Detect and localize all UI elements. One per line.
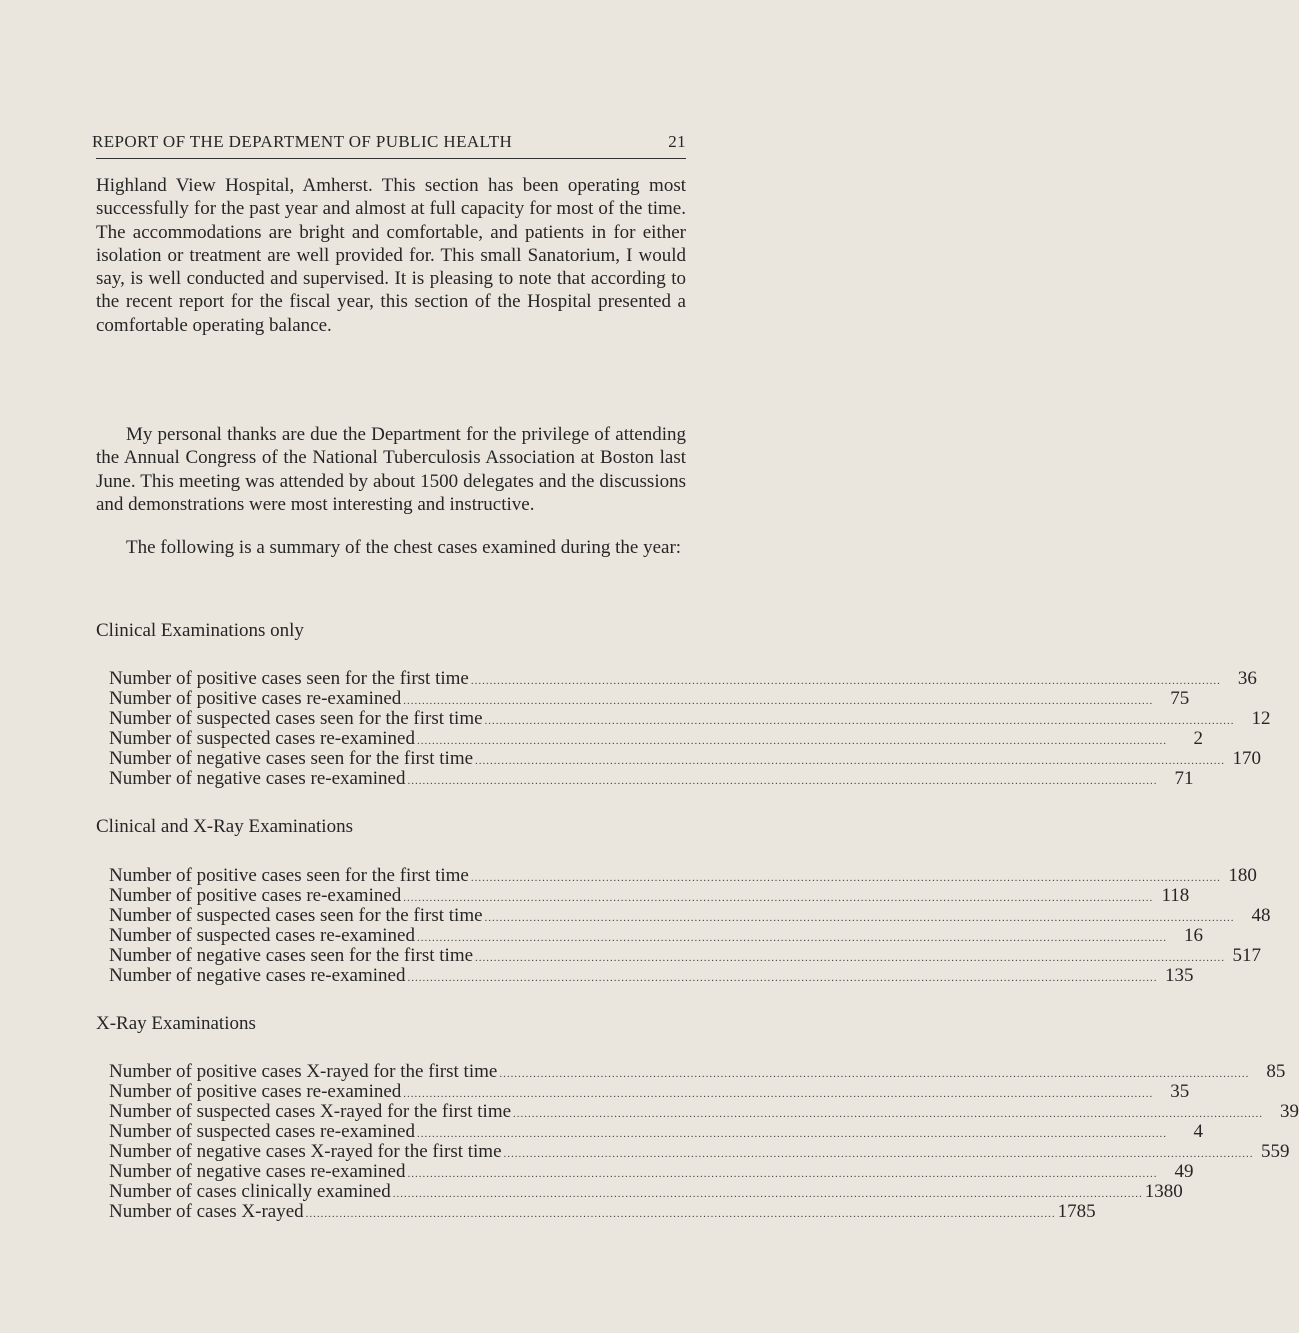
- dot-leader: ........................................................................................................................................................................................................: [470, 872, 1221, 884]
- dot-leader: ........................................................................................................................................................................................................: [484, 912, 1235, 924]
- list-clinical-xray: [109, 865, 1271, 986]
- table-row: [109, 945, 1262, 966]
- row-label: Number of negative cases re-examined: [109, 768, 406, 789]
- row-label: Number of suspected cases re-examined: [109, 1121, 415, 1142]
- row-label: Number of positive cases seen for the first time: [109, 668, 469, 689]
- dot-leader: ........................................................................................................................................................................................................: [407, 1168, 1158, 1180]
- dot-leader: ........................................................................................................................................................................................................: [392, 1188, 1143, 1200]
- row-label: Number of negative cases re-examined: [109, 965, 406, 986]
- paragraph-thanks: My personal thanks are due the Department for the privilege of attending the Annual Congress of the National Tuberculosis Association at Boston last June. This meeting was attended by about 1500 delegates and the discussions and demonstrations were most interesting and instructive.: [96, 424, 686, 515]
- table-row: [109, 885, 1190, 906]
- row-value: 1785: [1057, 1201, 1096, 1222]
- table-row: [109, 1201, 1096, 1222]
- table-row: [109, 905, 1271, 926]
- row-label: Number of negative cases seen for the first time: [109, 748, 474, 769]
- row-value: 35: [1170, 1081, 1190, 1102]
- paragraph-summary-intro: The following is a summary of the chest cases examined during the year:: [126, 537, 682, 558]
- section-title-clinical-xray: Clinical and X-Ray Examinations: [96, 816, 353, 837]
- row-value: 135: [1164, 965, 1194, 986]
- table-row: [109, 925, 1203, 946]
- table-row: [109, 1081, 1190, 1102]
- row-value: 1380: [1144, 1181, 1183, 1202]
- row-label: Number of positive cases re-examined: [109, 1081, 402, 1102]
- row-label: Number of cases clinically examined: [109, 1181, 391, 1202]
- row-label: Number of suspected cases re-examined: [109, 925, 415, 946]
- dot-leader: ........................................................................................................................................................................................................: [417, 1128, 1167, 1140]
- section-title-xray: X-Ray Examinations: [96, 1013, 256, 1034]
- table-row: [109, 1141, 1290, 1162]
- row-label: Number of positive cases X-rayed for the first time: [109, 1061, 498, 1082]
- row-value: 36: [1237, 668, 1257, 689]
- table-row: [109, 965, 1194, 986]
- row-value: 118: [1161, 885, 1190, 906]
- dot-leader: ........................................................................................................................................................................................................: [407, 972, 1158, 984]
- row-label: Number of positive cases re-examined: [109, 885, 402, 906]
- row-value: 49: [1174, 1161, 1194, 1182]
- row-label: Number of positive cases seen for the first time: [109, 865, 469, 886]
- dot-leader: ........................................................................................................................................................................................................: [513, 1108, 1264, 1120]
- table-row: [109, 688, 1190, 709]
- running-header: [92, 132, 686, 159]
- paragraph-hospital: Highland View Hospital, Amherst. This section has been operating most successfully for the past year and almost at full capacity for most of the time. The accommodations are bright and comfortable, and patients in for either isolation or treatment are well provided for. This small Sanatorium, I would say, is well conducted and supervised. It is pleasing to note that according to the recent report for the fiscal year, this section of the Hospital presented a comfortable operating balance.: [96, 175, 686, 336]
- row-label: Number of cases X-rayed: [109, 1201, 304, 1222]
- row-label: Number of negative cases X-rayed for the first time: [109, 1141, 502, 1162]
- dot-leader: ........................................................................................................................................................................................................: [503, 1148, 1254, 1160]
- row-label: Number of suspected cases X-rayed for the first time: [109, 1101, 512, 1122]
- dot-leader: ........................................................................................................................................................................................................: [470, 675, 1221, 687]
- row-value: 39: [1280, 1101, 1299, 1122]
- dot-leader: ........................................................................................................................................................................................................: [403, 695, 1154, 707]
- dot-leader: ........................................................................................................................................................................................................: [475, 952, 1226, 964]
- row-label: Number of negative cases seen for the first time: [109, 945, 474, 966]
- dot-leader: ........................................................................................................................................................................................................: [417, 735, 1167, 747]
- table-row: [109, 708, 1271, 729]
- table-row: [109, 1061, 1286, 1082]
- dot-leader: ........................................................................................................................................................................................................: [403, 1088, 1154, 1100]
- row-value: 85: [1266, 1061, 1286, 1082]
- row-value: 517: [1232, 945, 1262, 966]
- row-value: 75: [1170, 688, 1190, 709]
- row-label: Number of suspected cases re-examined: [109, 728, 415, 749]
- table-row: [109, 748, 1262, 769]
- row-value: 71: [1174, 768, 1194, 789]
- dot-leader: ........................................................................................................................................................................................................: [305, 1208, 1056, 1220]
- row-value: 559: [1261, 1141, 1290, 1162]
- row-label: Number of suspected cases seen for the first time: [109, 708, 483, 729]
- row-value: 16: [1184, 925, 1203, 946]
- page-number: 21: [668, 132, 686, 151]
- dot-leader: ........................................................................................................................................................................................................: [499, 1068, 1250, 1080]
- row-value: 12: [1251, 708, 1271, 729]
- row-value: 4: [1193, 1121, 1203, 1142]
- list-xray: [109, 1061, 1299, 1222]
- table-row: [109, 1161, 1194, 1182]
- row-label: Number of positive cases re-examined: [109, 688, 402, 709]
- section-title-clinical: Clinical Examinations only: [96, 620, 304, 641]
- table-row: [109, 768, 1194, 789]
- row-value: 180: [1228, 865, 1257, 886]
- header-title: REPORT OF THE DEPARTMENT OF PUBLIC HEALTH: [92, 132, 513, 151]
- dot-leader: ........................................................................................................................................................................................................: [417, 932, 1167, 944]
- row-value: 170: [1232, 748, 1262, 769]
- list-clinical: [109, 668, 1271, 789]
- table-row: [109, 728, 1203, 749]
- dot-leader: ........................................................................................................................................................................................................: [484, 715, 1235, 727]
- dot-leader: ........................................................................................................................................................................................................: [475, 755, 1226, 767]
- row-label: Number of suspected cases seen for the first time: [109, 905, 483, 926]
- table-row: [109, 1101, 1299, 1122]
- table-row: [109, 1181, 1183, 1202]
- row-label: Number of negative cases re-examined: [109, 1161, 406, 1182]
- dot-leader: ........................................................................................................................................................................................................: [403, 892, 1154, 904]
- table-row: [109, 668, 1257, 689]
- row-value: 48: [1251, 905, 1271, 926]
- table-row: [109, 865, 1257, 886]
- dot-leader: ........................................................................................................................................................................................................: [407, 775, 1158, 787]
- row-value: 2: [1193, 728, 1203, 749]
- table-row: [109, 1121, 1203, 1142]
